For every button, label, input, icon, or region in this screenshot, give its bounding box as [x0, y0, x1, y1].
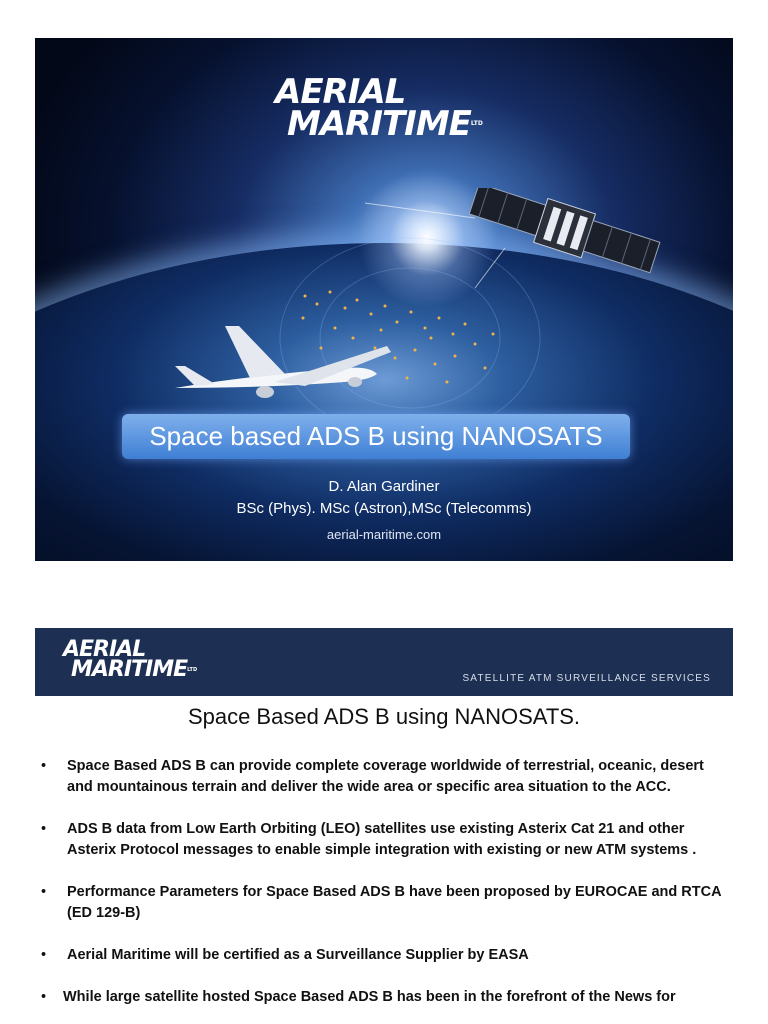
- company-logo: [273, 72, 513, 144]
- author-credentials: BSc (Phys). MSc (Astron),MSc (Telecomms): [236, 500, 532, 517]
- list-item: • Performance Parameters for Space Based ADS B have been proposed by EUROCAE and RTCA (ED 129-B): [35, 882, 733, 924]
- company-logo-small: [63, 637, 198, 682]
- list-item: • Space Based ADS B can provide complete coverage worldwide of terrestrial, oceanic, desert and mountainous terrain and deliver the wide area or specific area situation to the ACC.: [35, 756, 733, 798]
- list-item: • While large satellite hosted Space Based ADS B has been in the forefront of the News for: [35, 987, 733, 1008]
- header-tagline: SATELLITE ATM SURVEILLANCE SERVICES: [462, 673, 711, 684]
- title-slide: [35, 38, 733, 561]
- slide-title: Space Based ADS B using NANOSATS.: [187, 704, 581, 729]
- website-text: aerial-maritime.com: [326, 527, 442, 542]
- logo-ltd: LTD: [187, 667, 198, 673]
- logo-text-aerial: AERIAL: [63, 637, 146, 662]
- list-item: • ADS B data from Low Earth Orbiting (LEO) satellites use existing Asterix Cat 21 and other Asterix Protocol messages to enable simple integration with existing or new ATM systems .: [35, 819, 733, 861]
- logo-text-maritime: MARITIME: [287, 104, 471, 144]
- logo-ltd: LTD: [470, 120, 483, 127]
- slide-header: [35, 628, 733, 696]
- satellite-image: [455, 188, 675, 298]
- airplane-image: [155, 316, 415, 416]
- list-item: • Aerial Maritime will be certified as a Surveillance Supplier by EASA: [35, 945, 733, 966]
- logo-text-maritime: MARITIME: [71, 657, 188, 682]
- bullet-list: [35, 756, 733, 1024]
- content-slide: [35, 628, 733, 1024]
- author-name: D. Alan Gardiner: [328, 478, 440, 495]
- title-banner: Space based ADS B using NANOSATS: [122, 414, 630, 459]
- logo-text-aerial: AERIAL: [275, 72, 406, 112]
